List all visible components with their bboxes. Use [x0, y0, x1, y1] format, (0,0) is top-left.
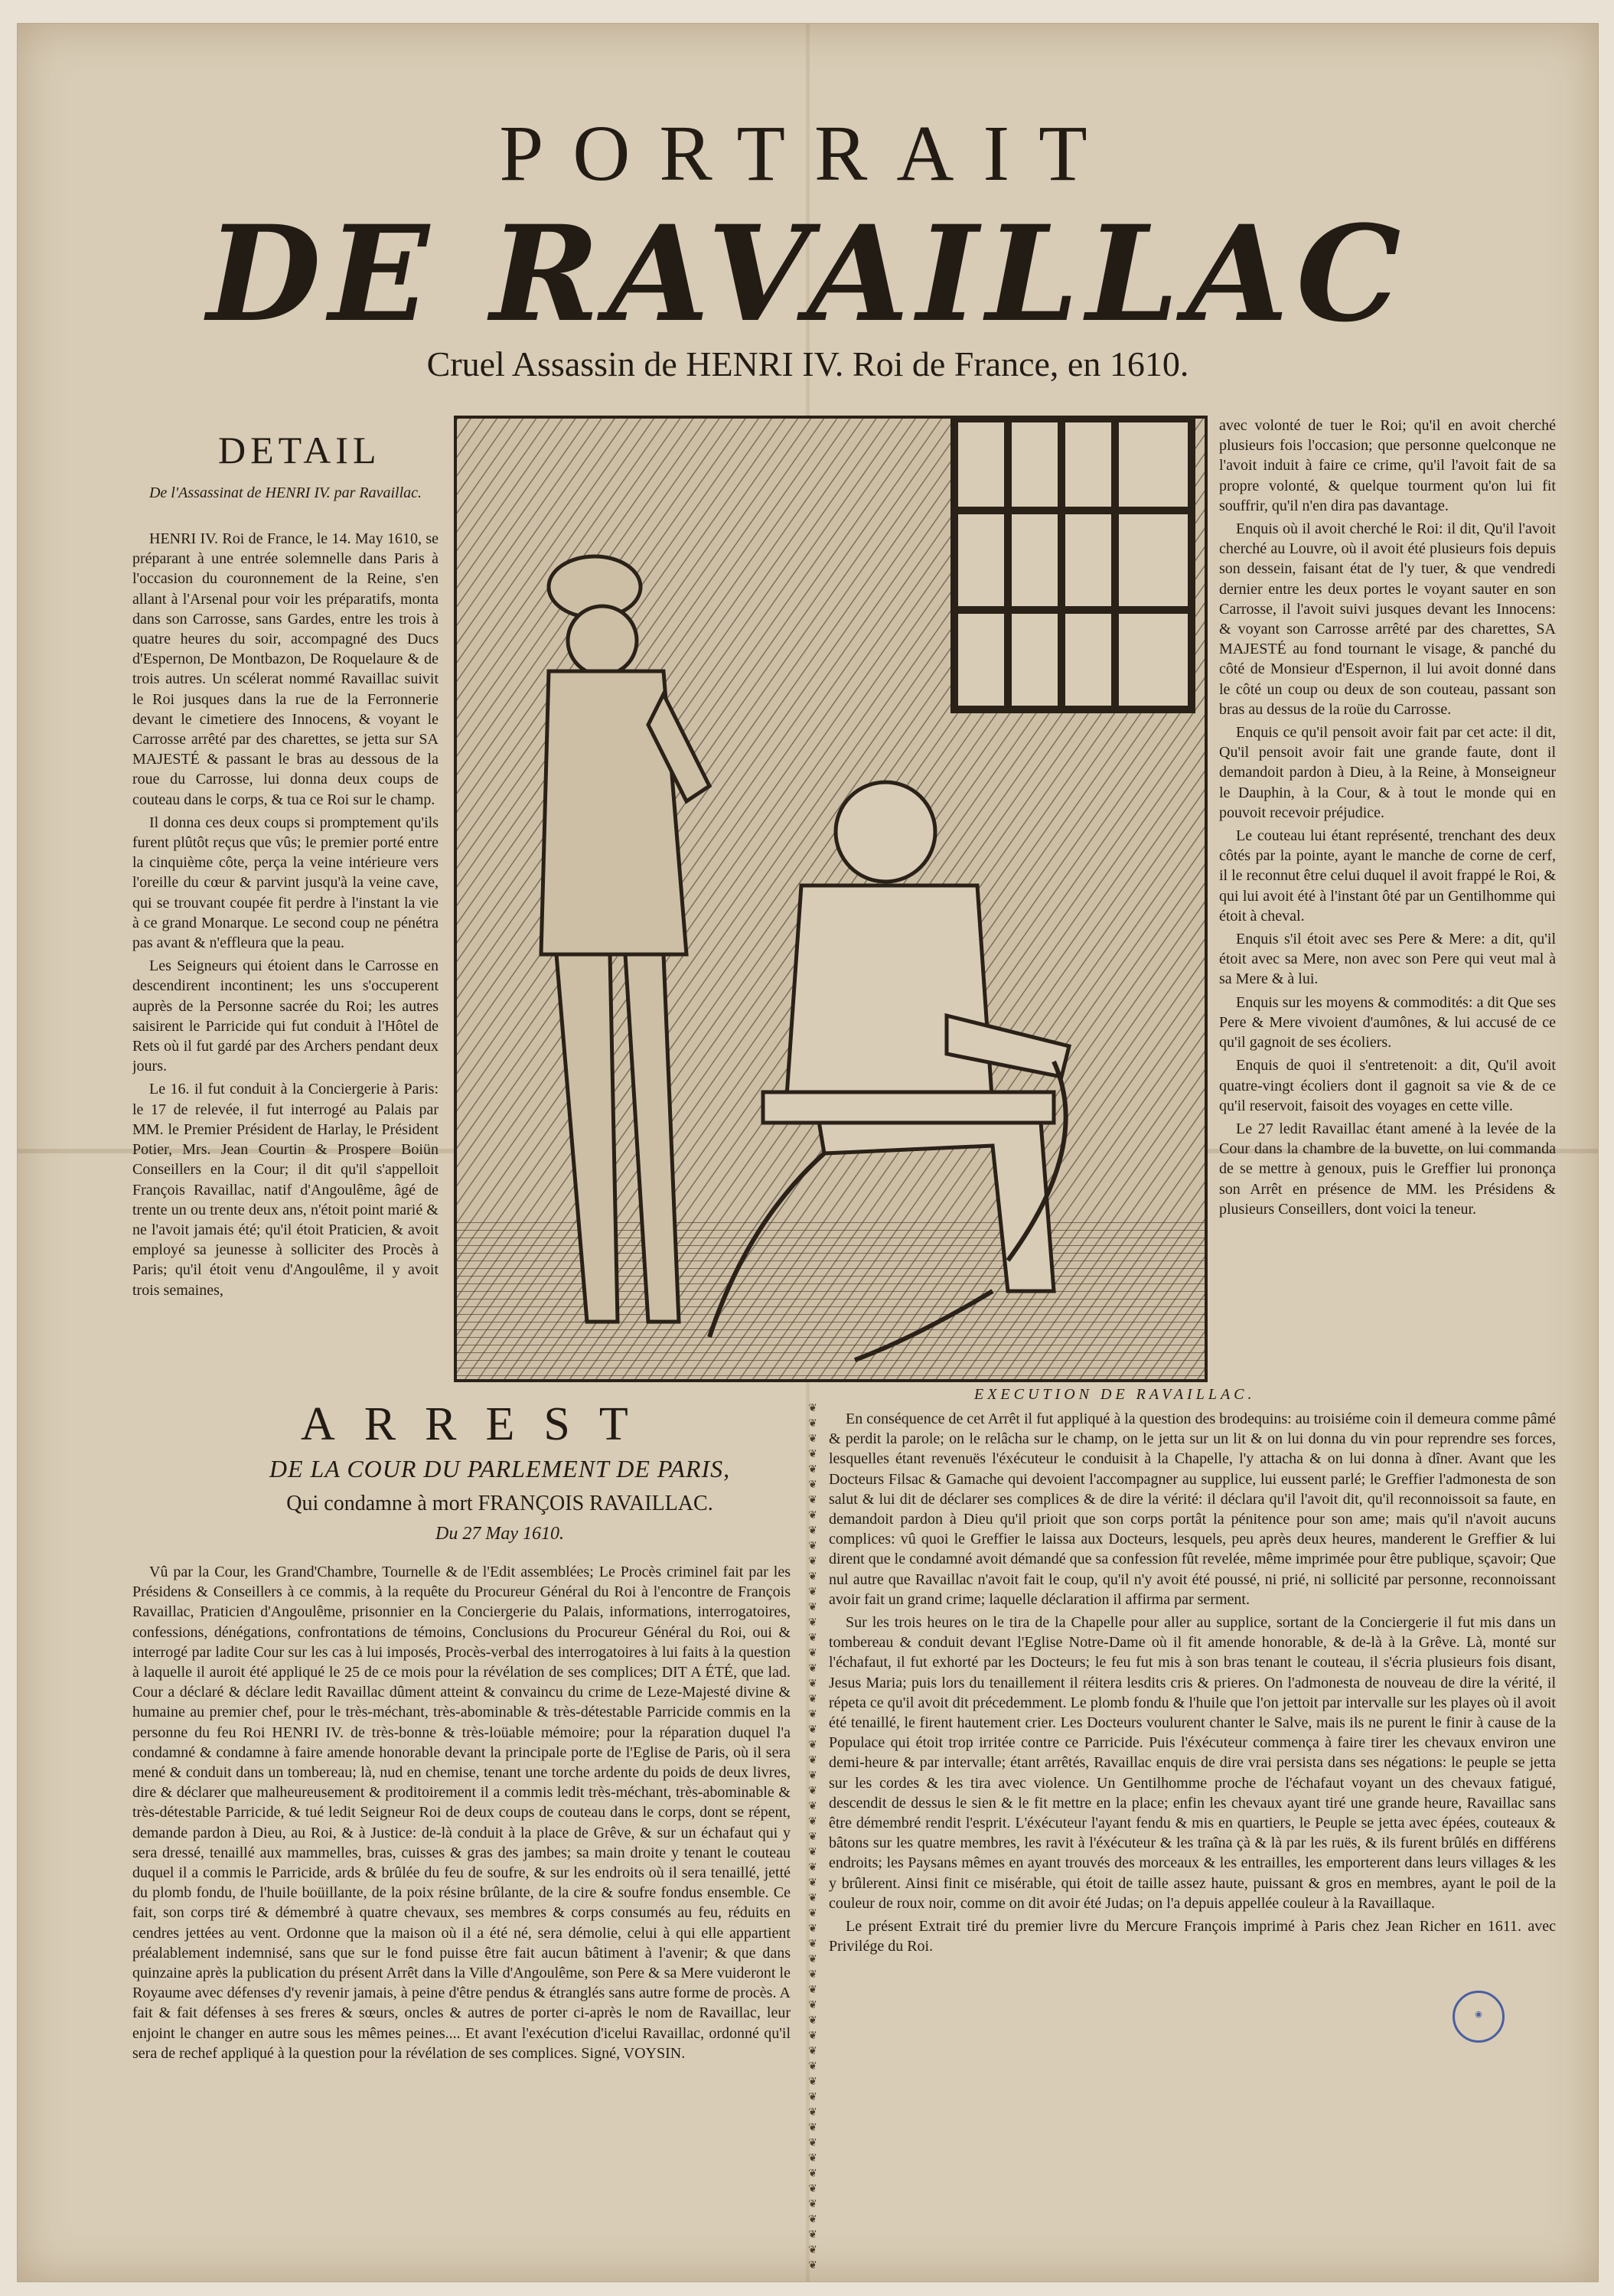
woodcut-illustration [454, 416, 1208, 1382]
arrest-text-column [132, 1562, 791, 2251]
detail-left-column [132, 529, 439, 1386]
title-subtitle: Cruel Assassin de HENRI IV. Roi de France, en 1610. [426, 344, 1189, 383]
detail-subheading: De l'Assassinat de HENRI IV. par Ravaillac. [148, 484, 422, 501]
execution-paragraph: En conséquence de cet Arrêt il fut appliqué à la question des brodequins: au troisiéme coin il demeura comme pâmé & perdit la parole; on le relâcha sur le champ, on le jetta sur un lit & on lui donna du vin pour reprendre ses forces, lesquelles étant revenuës l'éxécuteur le conduisit à la Chapelle, l'y attacha & on lui donna à dîner. Avant que les Docteurs Filsac & Gamache qui devoient l'accompagner au supplice, lui eussent parlé; le Greffier l'admonesta de son salut & lui dit de déclarer ses complices & de dire la vérité: il déclara qu'il l'avoit dit, qu'il reconnoissoit sa faute, en demandoit pardon à Dieu qu'il prioit que son corps portât la pénitence pour son ame; mais qu'il n'avoit aucuns complices: vû quoi le Greffier le laissa aux Docteurs, lesquels, peu après deux heures, manderent le Greffier & lui dirent que le condamné avoit démandé que sa confession fût revelée, même imprimée pour être publique, sçavoir; Que nul autre que Ravaillac n'avoit fait le coup, qu'il n'y avoit été poussé, ni prié, ni sollicité par personne, reconnoissant avoir fait un grand crime; laquelle déclaration il affirma par serment. [829, 1411, 1556, 1608]
title-portrait: PORTRAIT [499, 109, 1117, 197]
detail-paragraph: Enquis sur les moyens & commodités: a dit Que ses Pere & Mere vivoient d'aumônes, & lui accusé de ce qu'il gagnoit de ses écoliers. [1219, 993, 1556, 1052]
arrest-subheading: DE LA COUR DU PARLEMENT DE PARIS, [269, 1455, 731, 1482]
detail-paragraph: Enquis s'il étoit avec ses Pere & Mere: a dit, qu'il étoit avec sa Mere, non avec son Pere qui veut mal à sa Mere & à lui. [1219, 931, 1556, 988]
execution-caption: EXECUTION DE RAVAILLAC. [974, 1386, 1256, 1403]
barred-window [954, 419, 1192, 709]
detail-paragraph: avec volonté de tuer le Roi; qu'il en avoit cherché plusieurs fois l'occasion; que personne quelconque ne l'avoit induit à faire ce crime, qu'il l'avoit fait de sa propre volonté, & quelque tourment qu'on lui fit souffrir, qu'il n'en dira pas davantage. [1219, 417, 1556, 514]
detail-heading: DETAIL [218, 429, 381, 471]
arrest-paragraph: Vû par la Cour, les Grand'Chambre, Tournelle & de l'Edit assemblées; Le Procès criminel fait par les Présidens & Conseillers à ce commis, à la requête du Procureur Général du Roi à l'encontre de François Ravaillac, Praticien d'Angoulême, prisonnier en la Conciergerie du Palais, informations, interrogatoires, confessions, dénégations, confrontations de témoins, Conclusions du Procureur Général du Roi, oui & interrogé par ladite Cour sur les cas à lui imposés, Procès-verbal des interrogatoires à lui faits à la question à laquelle il auroit été appliqué le 25 de ce mois pour la révélation de ses complices; DIT A ÉTÉ, que lad. Cour a déclaré & déclare ledit Ravaillac dûment atteint & convaincu du crime de Leze-Majesté divine & humaine au premier chef, pour le très-méchant, très-abominable & très-détestable Parricide commis en la personne du feu Roi HENRI IV. de très-bonne & très-loüable mémoire; pour la réparation duquel l'a condamné & condamne à faire amende honorable devant la principale porte de l'Eglise de Paris, où il sera mené & conduit dans un tombereau; là, nud en chemise, tenant une torche ardente du poids de deux livres, dire & déclarer que malheureusement & proditoirement il a commis ledit très-méchant, très-abominable & très-détestable Parricide, & tué ledit Seigneur Roi de deux coups de couteau dans le corps, dont se répent, demande pardon à Dieu, au Roi, & à Justice: de-là conduit à la place de Grêve, & sur un échafaut qui y sera dressé, tenaillé aux mammelles, bras, cuisses & gras des jambes; sa main droite y tenant le couteau duquel il a commis le Parricide, ards & brûlée du feu de soufre, & sur les endroits où il sera tenaillé, jetté du plomb fondu, de l'huile boüillante, de la poix résine brûlante, de la cire & soufre fondus ensemble. Ce fait, son corps tiré & démembré à quatre chevaux, ses membres & corps consumés au feu, réduits en cendres jettées au vent. Ordonne que la maison où il a été né, sera démolie, celui à qui elle appartient préalablement indemnisé, sans que sur le fond puisse être fait aucun bâtiment à l'avenir; & que dans quinzaine après la publication du présent Arrêt dans la Ville d'Angoulême, son Pere & sa Mere vuideront le Royaume avec défenses d'y revenir jamais, à peine d'être pendus & étranglés sans autre forme de procès. A fait & fait défenses à ses freres & sœurs, oncles & autres de porter ci-après le nom de Ravaillac, leur enjoint le changer en autre sous les mêmes peines.... Et avant l'exécution d'icelui Ravaillac, ordonné qu'il sera de rechef appliqué à la question pour la révélation de ses complices. Signé, VOYSIN. [132, 1564, 791, 2062]
detail-paragraph: Le couteau lui étant représenté, trenchant des deux côtés par la pointe, ayant le manche de corne de cerf, il le reconnut être celui duquel il avoit frappé le Roi, & qui lui avoit été à l'instant ôté par un Gentilhomme qui étoit à cheval. [1219, 827, 1556, 925]
detail-paragraph: Le 16. il fut conduit à la Conciergerie à Paris: le 17 de relevée, il fut interrogé au Palais par MM. le Premier Président de Harlay, le Président Potier, Mrs. Jean Courtin & Prospere Boiün Conseillers en la Cour; il dit qu'il s'appelloit François Ravaillac, natif d'Angoulême, âgé de trente un ou trente deux ans, n'étoit point marié & ne l'avoit jamais été; qu'il étoit Praticien, & avoit employé sa jeunesse à solliciter des Procès à Paris; qu'il étoit venu d'Angoulême, il y avoit trois semaines, [132, 1081, 439, 1299]
detail-paragraph: Il donna ces deux coups si promptement qu'ils furent plûtôt reçus que vûs; le premier porté entre la cinquième côte, perça la veine intérieure vers l'oreille du cœur & parvint jusqu'à la veine cave, qui se trouvant coupée fit perdre à l'instant la vie à ce grand Monarque. Le second coup ne pénétra pas avant & n'effleura que la peau. [132, 814, 439, 952]
library-stamp-icon: ◉ [1453, 1991, 1505, 2043]
execution-paragraph: Sur les trois heures on le tira de la Chapelle pour aller au supplice, sortant de la Conciergerie il fut mis dans un tombereau & conduit devant l'Eglise Notre-Dame où il fit amende honorable, & de-là à la Grêve. Là, monté sur l'échafaut, il fut exhorté par les Docteurs; le feu fut mis à son bras tenant le couteau, il s'écria plusieurs fois disant, Jesus Maria; puis lors du tenaillement il réitera lesdits cris & prieres. On l'admonesta de nouveau de dire la vérité, il répeta ce qu'il avoit dit précedemment. Le plomb fondu & l'huile que l'on jettoit par intervalle sur les playes où il avoit été tenaillé, le firent hautement crier. Les Docteurs voulurent chanter le Salve, mais ils ne purent le finir à cause de la Populace qui étoit trop irritée contre ce Parricide. Puis l'éxécuteur commença à faire tirer les chevaux environ une demi-heure & par intervalle; étant arrêtés, Ravaillac enquis de dire vrai persista dans ses négations: le peuple se jetta sur les cordes & les tira avec violence. Un Gentilhomme proche de l'échafaut voyant un des chevaux fatigué, descendit de dessus le sien & le fit mettre en la place; enfin les chevaux ayant tiré une grande heure, Ravaillac sans être démembré rendit l'esprit. L'éxécuteur l'ayant fendu & mis en quartiers, le Peuple se jetta avec épées, couteaux & bâtons sur les quatre membres, les ravit à l'éxécuteur & les traîna çà & là par les ruës, & ils furent brûlés en différens endroits; les Paysans mêmes en ayant trouvés des morceaux & les entrailles, les emporterent dans leurs villages & les y brûlerent. Ainsi finit ce misérable, qui étoit de taille assez haute, puissant & gros en membres, ayant le poil de la couleur de roux noir, comme on dit avoir été Judas; on l'a depuis appellée couleur à la Ravaillaque. [829, 1614, 1556, 1912]
arrest-date: Du 27 May 1610. [435, 1524, 564, 1544]
column-divider-ornament: ❦ ❦ ❦ ❦ ❦ ❦ ❦ ❦ ❦ ❦ ❦ ❦ ❦ ❦ ❦ ❦ ❦ ❦ ❦ ❦ ❦ ❦ ❦ ❦ ❦ ❦ ❦ ❦ ❦ ❦ ❦ ❦ ❦ ❦ ❦ ❦ ❦ ❦ ❦ ❦ ❦ ❦ ❦ ❦ ❦ ❦ ❦ ❦ ❦ ❦ ❦ ❦ ❦ ❦ ❦ ❦ ❦ [808, 1403, 817, 2272]
arrest-subheading-2: Qui condamne à mort FRANÇOIS RAVAILLAC. [286, 1492, 713, 1515]
broadsheet-page [17, 23, 1599, 2282]
detail-paragraph: Enquis où il avoit cherché le Roi: il dit, Qu'il l'avoit cherché au Louvre, où il avoit été plusieurs fois depuis son dessein, faisant état de l'y tuer, & que vendredi dernier entre les deux portes le voyant sauter en son Carrosse, il l'avoit suivi jusques devant les Innocens: & voyant son Carrosse arrêté par des charettes, SA MAJESTÉ au fond tournant le visage, & panché du côté de Monsieur d'Espernon, il lui avoit donné dans le côté un coup ou deux de son couteau, passant son bras au dessus de la roüe du Carrosse. [1219, 520, 1556, 718]
execution-paragraph: Le présent Extrait tiré du premier livre du Mercure François imprimé à Paris chez Jean Richer en 1611. avec Privilége du Roi. [829, 1918, 1556, 1955]
detail-paragraph: HENRI IV. Roi de France, le 14. May 1610, se préparant à une entrée solemnelle dans Paris à l'occasion du couronnement de la Reine, s'en allant à l'Arsenal pour voir les préparatifs, monta dans son Carrosse, sans Gardes, entre les trois à quatre heures du soir, accompagné des Ducs d'Espernon, De Montbazon, De Roquelaure & de trois autres. Un scélerat nommé Ravaillac suivit le Roi jusques dans la rue de la Ferronnerie devant le cimetiere des Innocens, & voyant le Carrosse arrêté par des charettes, se jetta sur SA MAJESTÉ & passant le bras au dessous de la roue du Carrosse, lui donna deux coups de couteau dans le corps, & tua ce Roi sur le champ. [132, 530, 439, 808]
detail-paragraph: Enquis de quoi il s'entretenoit: a dit, Qu'il avoit quatre-vingt écoliers dont il gagnoit sa vie & de ce qu'il reservoit, faisoit des voyages en cette ville. [1219, 1057, 1556, 1114]
execution-text-column [829, 1409, 1556, 2258]
detail-paragraph: Enquis ce qu'il pensoit avoir fait par cet acte: il dit, Qu'il pensoit avoir fait une grande faute, dont il demandoit pardon à Dieu, à la Reine, à Monseigneur le Dauphin, à la Cour, & à tout le monde qui en pouvoit recevoir préjudice. [1219, 724, 1556, 821]
arrest-heading: ARREST [301, 1398, 657, 1450]
woodcut-illustration-icon [457, 419, 1205, 1379]
detail-right-column [1219, 416, 1556, 1388]
detail-paragraph: Les Seigneurs qui étoient dans le Carrosse en descendirent incontinent; les uns s'occuperent auprès de la Personne sacrée du Roi; les autres saisirent le Parricide qui fut conduit à l'Hôtel de Rets où il fut gardé par des Archers pendant deux jours. [132, 957, 439, 1075]
title-name: DE RAVAILLAC [207, 196, 1409, 351]
detail-paragraph: Le 27 ledit Ravaillac étant amené à la levée de la Cour dans la chambre de la buvette, on lui commanda de se mettre à genoux, puis le Greffier lui prononça son Arrêt en présence de MM. les Présidens & plusieurs Conseillers, dont voici la teneur. [1219, 1120, 1556, 1218]
